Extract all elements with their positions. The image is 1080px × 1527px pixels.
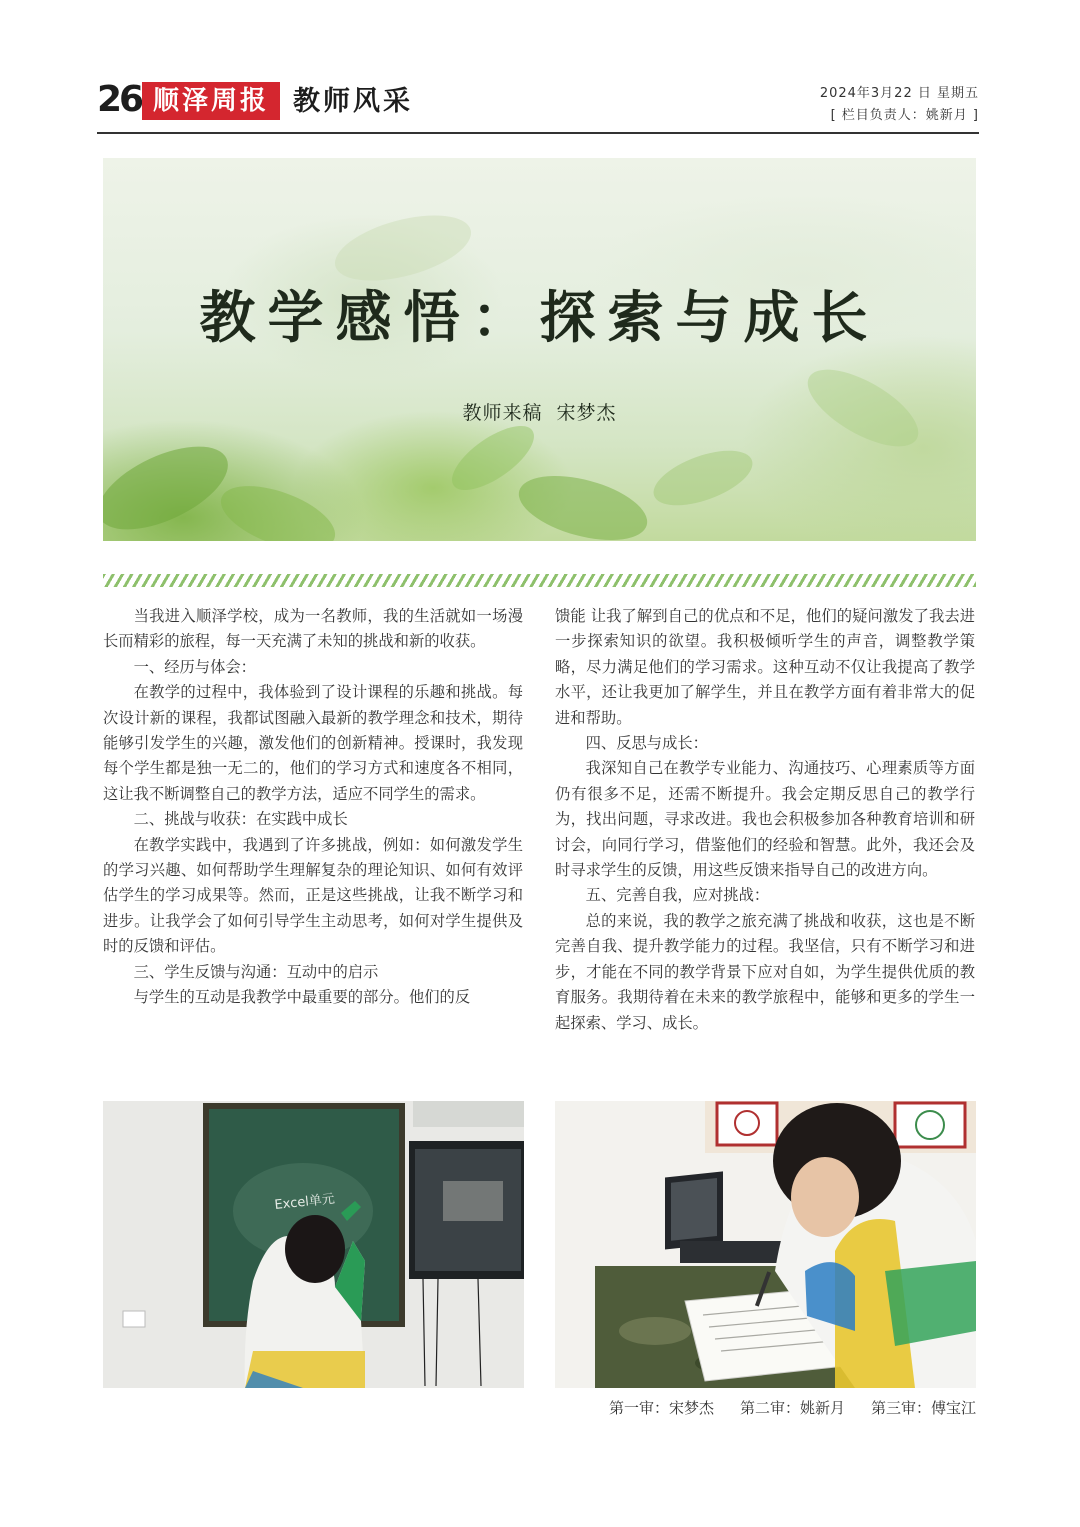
author-name: 宋梦杰	[556, 402, 617, 424]
wall-decoration	[895, 1103, 965, 1147]
article-paragraph: 与学生的互动是我教学中最重要的部分。他们的反	[133, 988, 471, 1007]
article-paragraph: 当我进入顺泽学校，成为一名教师，我的生活就如一场漫长而精彩的旅程，每一天充满了未知的挑战和新的收获。	[103, 607, 523, 651]
section-heading: 五、完善自我，应对挑战：	[585, 886, 770, 905]
page-number: 26	[97, 79, 142, 120]
article-paragraph: 总的来说，我的教学之旅充满了挑战和收获，这也是不断完善自我、提升教学能力的过程。我坚信，只有不断学习和进步，才能在不同的教学背景下应对自如，为学生提供优质的教育服务。我期待着在未来的教学旅程中，能够和更多的学生一起探索、学习、成长。	[555, 911, 975, 1032]
section-heading: 一、经历与体会：	[133, 657, 256, 676]
article-paragraph: 在教学的过程中，我体验到了设计课程的乐趣和挑战。每次设计新的课程，我都试图融入最新的教学理念和技术，期待能够引发学生的兴趣，激发他们的创新精神。授课时，我发现每个学生都是独一无二的，他们的学习方式和速度各不相同，这让我不断调整自己的教学方法，适应不同学生的需求。	[103, 683, 523, 803]
article-column-right	[555, 604, 975, 1036]
classroom-blackboard-photo	[103, 1101, 524, 1388]
article-title: 教学感悟：探索与成长	[199, 286, 880, 351]
wall-decoration	[717, 1103, 777, 1145]
page-header	[97, 78, 979, 134]
article-byline	[103, 398, 976, 425]
section-heading: 三、学生反馈与沟通：互动中的启示	[133, 962, 379, 981]
review-credits	[555, 1397, 976, 1418]
byline-label: 教师来稿	[462, 402, 543, 424]
leaf-shape	[328, 203, 478, 293]
section-title: 教师风采	[293, 86, 413, 117]
second-reviewer: 第二审：姚新月	[739, 1399, 845, 1417]
newspaper-logo: 顺泽周报	[142, 82, 280, 120]
leaf-shape	[103, 429, 240, 541]
writing-scene	[555, 1101, 976, 1388]
article-banner	[103, 158, 976, 541]
column-editor: [ 栏目负责人：姚新月 ]	[830, 108, 979, 123]
article-paragraph: 在教学实践中，我遇到了许多挑战，例如：如何激发学生的学习兴趣、如何帮助学生理解复杂的理论知识、如何有效评估学生的学习成果等。然而，正是这些挑战，让我不断学习和进步。让我学会了如何引导学生主动思考，如何对学生提供及时的反馈和评估。	[103, 835, 523, 956]
leaf-shape	[213, 473, 344, 541]
first-reviewer: 第一审：宋梦杰	[608, 1399, 714, 1417]
chalk-writing: Excel单元	[273, 1191, 336, 1213]
leaf-shape	[647, 440, 760, 517]
article-column-left	[103, 604, 523, 1011]
leaf-shape	[512, 464, 654, 541]
hatched-divider	[103, 574, 976, 587]
section-heading: 四、反思与成长：	[585, 734, 708, 753]
student-writing-photo	[555, 1101, 976, 1388]
article-paragraph: 馈能 让我了解到自己的优点和不足，他们的疑问激发了我去进一步探索知识的欲望。我积极倾听学生的声音，调整教学策略，尽力满足他们的学习需求。这种互动不仅让我提高了教学水平，还让我更加了解学生，并且在教学方面有着非常大的促进和帮助。	[555, 607, 975, 727]
issue-date: 2024年3月22 日 星期五	[819, 86, 979, 101]
blackboard-scene	[103, 1101, 524, 1388]
section-heading: 二、挑战与收获：在实践中成长	[133, 810, 348, 829]
article-paragraph: 我深知自己在教学专业能力、沟通技巧、心理素质等方面仍有很多不足，还需不断提升。我会定期反思自己的教学行为，找出问题，寻求改进。我也会积极参加各种教育培训和研讨会，向同行学习，借鉴他们的经验和智慧。此外，我还会及时寻求学生的反馈，用这些反馈来指导自己的改进方向。	[555, 759, 975, 880]
third-reviewer: 第三审：傅宝江	[870, 1399, 976, 1417]
